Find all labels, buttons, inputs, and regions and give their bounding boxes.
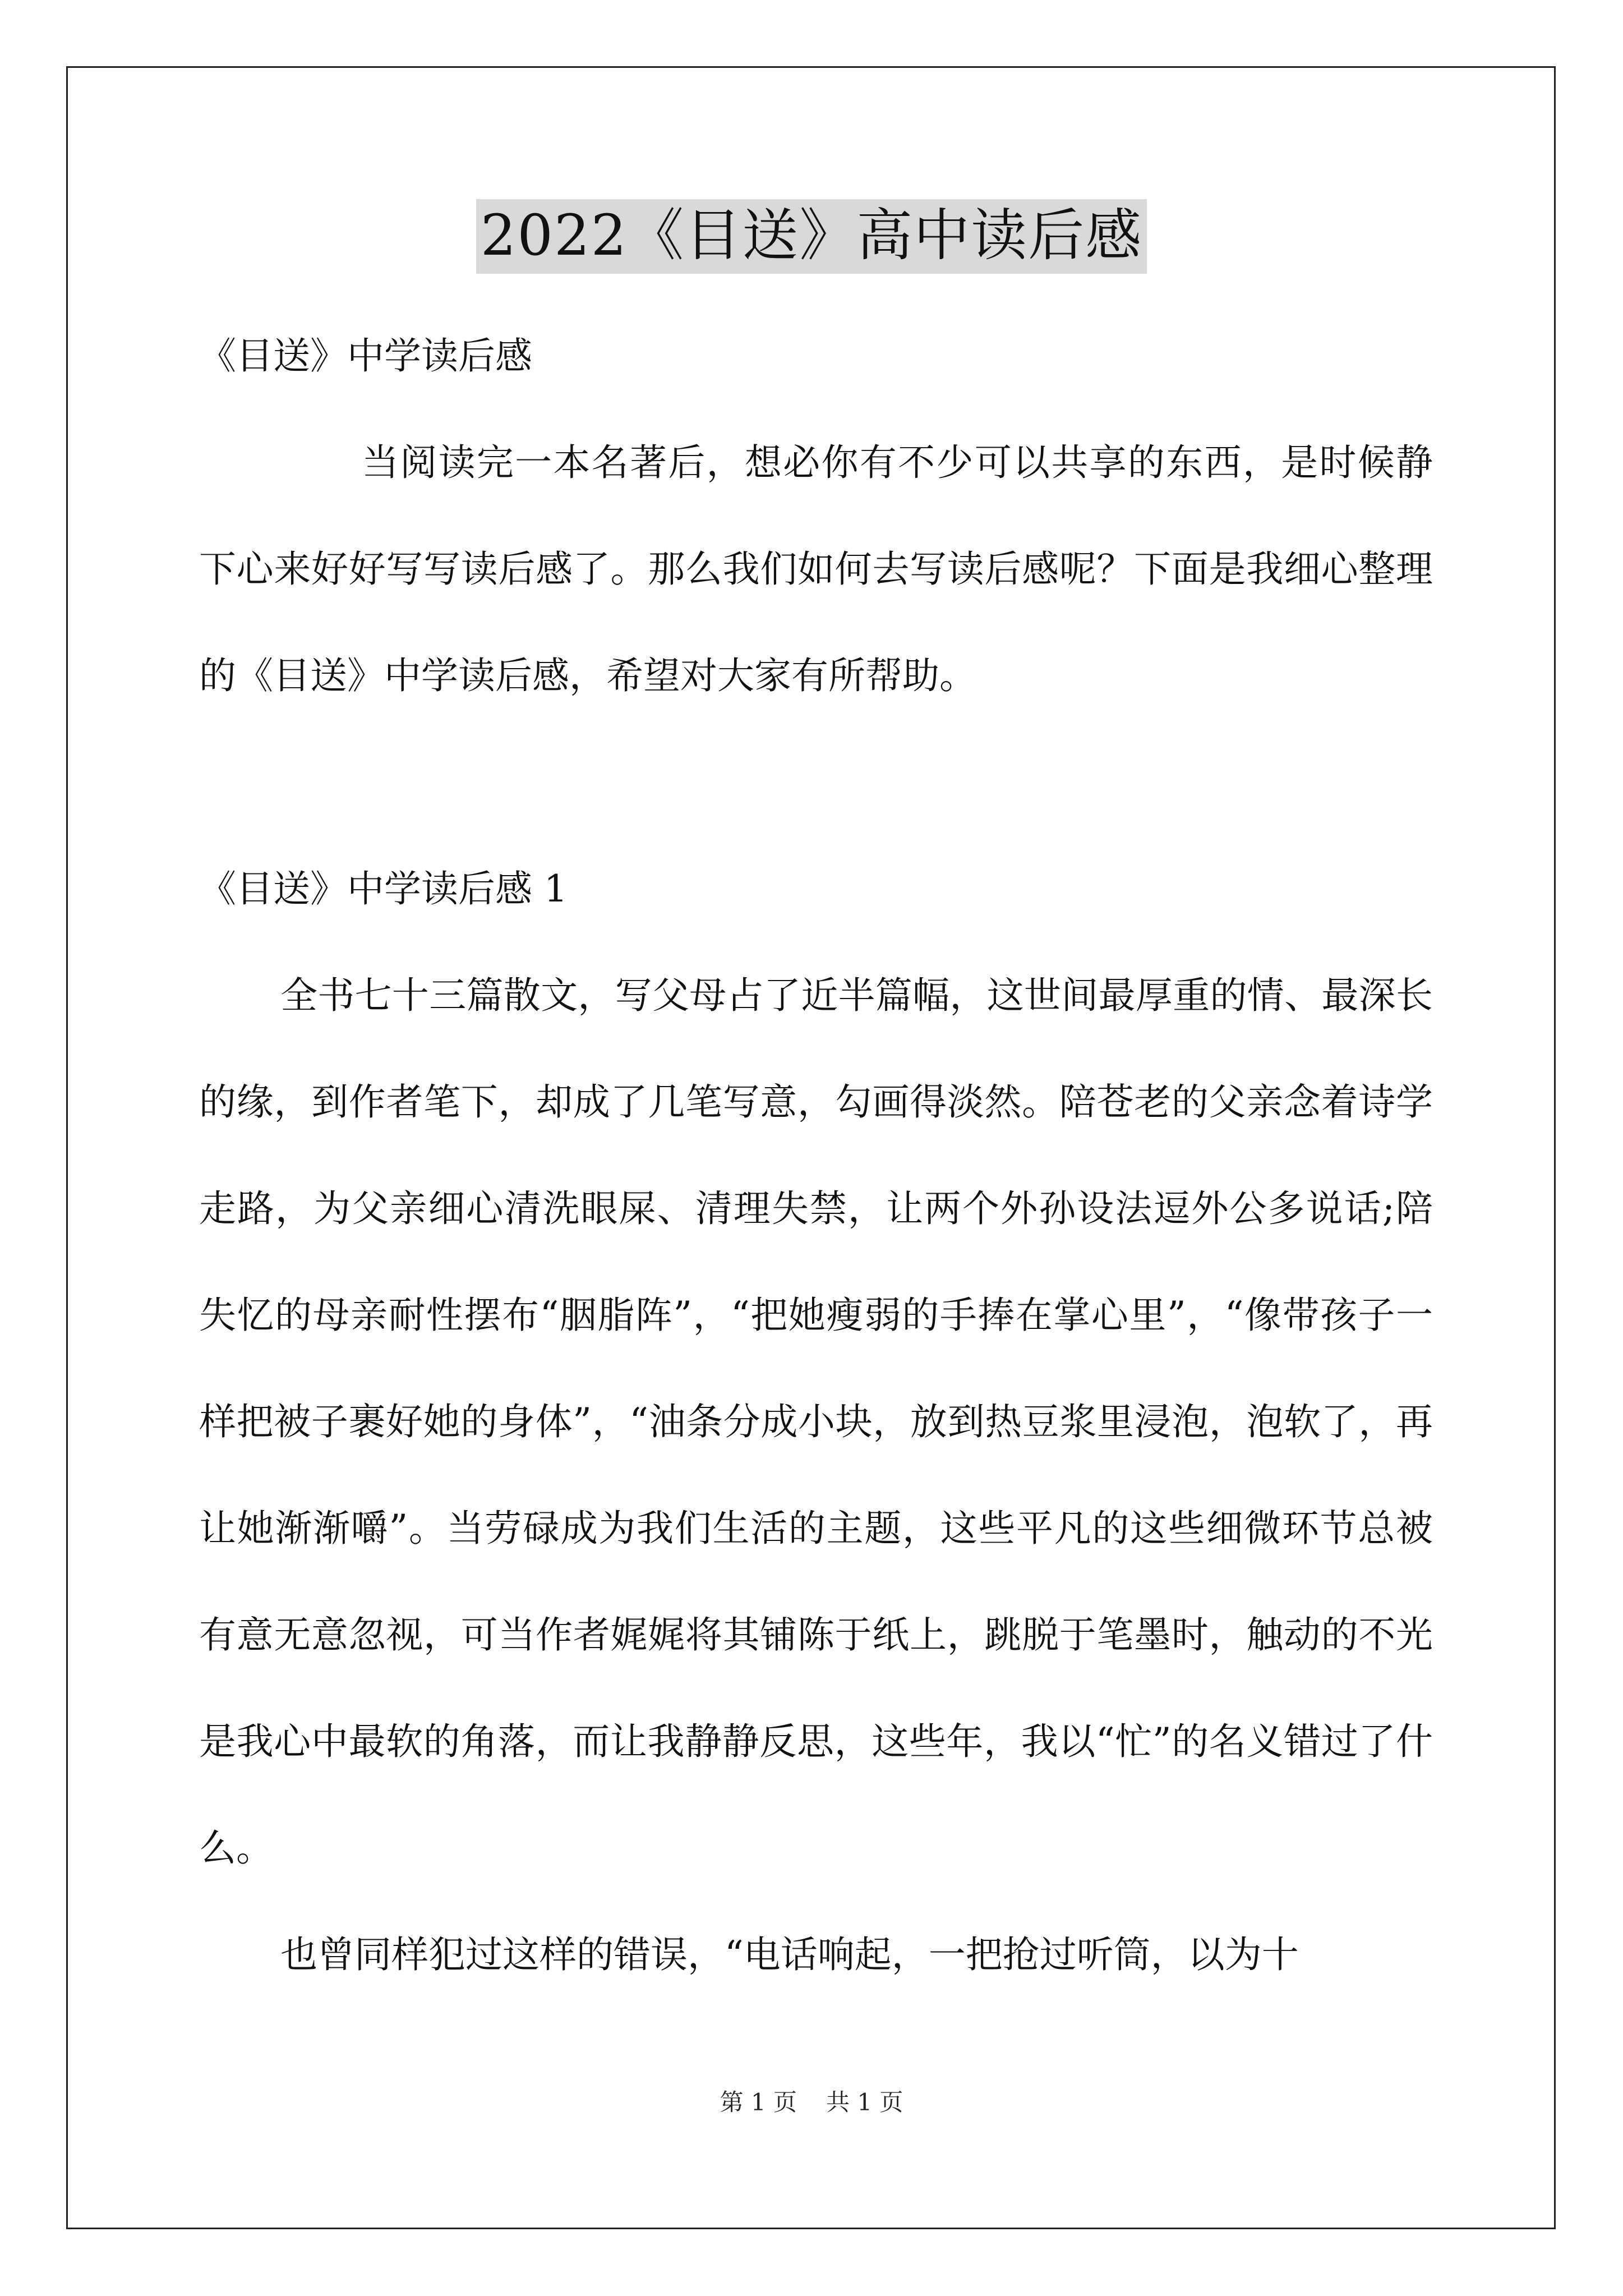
- page-total: 共 1 页: [826, 2088, 903, 2116]
- page-number: 第 1 页: [720, 2088, 797, 2116]
- body-paragraph: 全书七十三篇散文，写父母占了近半篇幅，这世间最厚重的情、最深长的缘，到作者笔下，却成了几笔写意，勾画得淡然。陪苍老的父亲念着诗学走路，为父亲细心清洗眼屎、清理失禁，让两个外孙设法逗外公多说话;陪失忆的母亲耐性摆布“胭脂阵”，“把她瘦弱的手捧在掌心里”，“像带孩子一样把被子裹好她的身体”，“油条分成小块，放到热豆浆里浸泡，泡软了，再让她渐渐嚼”。当劳碌成为我们生活的主题，这些平凡的这些细微环节总被有意无意忽视，可当作者娓娓将其铺陈于纸上，跳脱于笔墨时，触动的不光是我心中最软的角落，而让我静静反思，这些年，我以“忙”的名义错过了什么。: [199, 974, 1433, 1870]
- document-title: [0, 196, 1623, 275]
- intro-paragraph: 当阅读完一本名著后，想必你有不少可以共享的东西，是时候静下心来好好写写读后感了。那么我们如何去写读后感呢？下面是我细心整理的《目送》中学读后感，希望对大家有所帮助。: [199, 441, 1433, 697]
- body-paragraph: 也曾同样犯过这样的错误，“电话响起，一把抢过听筒，以为十: [280, 1933, 1299, 1976]
- page-footer: [0, 2086, 1623, 2119]
- title-highlight: 2022《目送》高中读后感: [476, 199, 1147, 274]
- subtitle: 《目送》中学读后感: [199, 334, 532, 378]
- document-body: [199, 303, 1433, 2008]
- section-spacer: [199, 729, 1433, 836]
- section-heading: 《目送》中学读后感 1: [199, 867, 568, 910]
